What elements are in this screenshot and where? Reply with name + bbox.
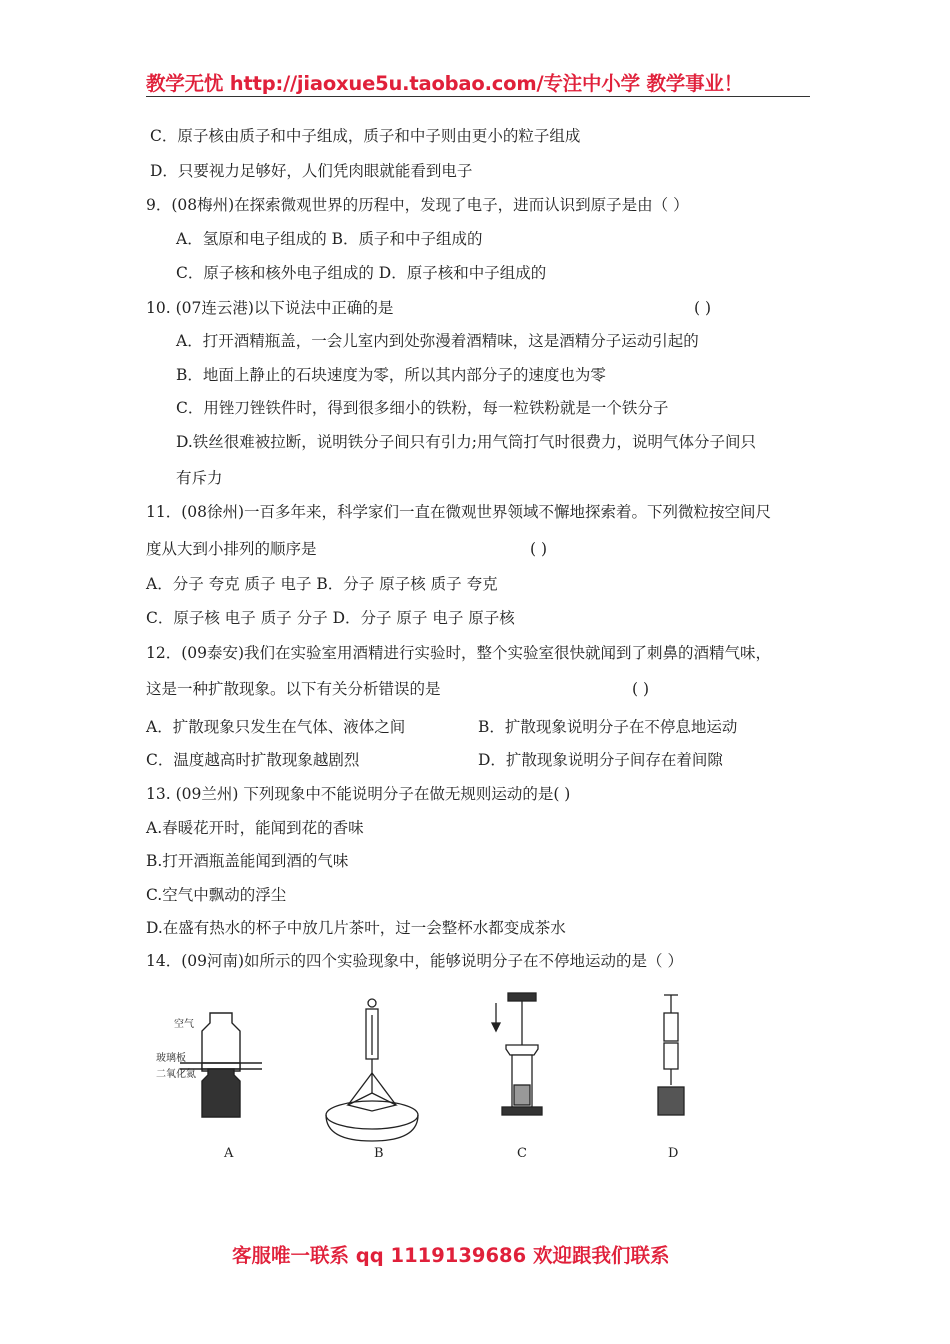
question-13: 13. (09兰州) 下列现象中不能说明分子在做无规则运动的是( ) [146,785,571,803]
question-11-answer-blank: ( ) [530,540,548,558]
option-8d: D．只要视力足够好，人们凭肉眼就能看到电子 [150,162,473,180]
question-10-option-b: B．地面上静止的石块速度为零，所以其内部分子的速度也为零 [176,366,606,384]
question-11-options-ab: A．分子 夸克 质子 电子 B．分子 原子核 质子 夸克 [146,575,498,593]
experiment-b [326,999,418,1141]
question-10-option-a: A．打开酒精瓶盖，一会儿室内到处弥漫着酒精味，这是酒精分子运动引起的 [176,332,699,350]
question-12-answer-blank: ( ) [632,680,650,698]
question-13-option-a: A.春暖花开时，能闻到花的香味 [146,819,364,837]
question-12-line2: 这是一种扩散现象。以下有关分析错误的是 [146,680,441,698]
experiment-c [492,993,542,1115]
question-11-options-cd: C．原子核 电子 质子 分子 D．分子 原子 电子 原子核 [146,609,515,627]
option-8c: C．原子核由质子和中子组成，质子和中子则由更小的粒子组成 [150,127,581,145]
question-11-line2: 度从大到小排列的顺序是 [146,540,317,558]
figure-label-a: A [224,1146,234,1161]
figure-label-d: D [668,1146,679,1161]
question-9: 9．(08梅州)在探索微观世界的历程中，发现了电子，进而认识到原子是由（ ） [146,196,689,214]
figure-label-b: B [374,1146,384,1161]
question-13-option-b: B.打开酒瓶盖能闻到酒的气味 [146,852,349,870]
question-11-line1: 11．(08徐州)一百多年来，科学家们一直在微观世界领域不懈地探索着。下列微粒按空间尺 [146,503,772,521]
question-12-option-c: C．温度越高时扩散现象越剧烈 [146,751,360,769]
label-nitrogen-dioxide: 二氧化氮 [156,1069,196,1080]
question-12-line1: 12．(09泰安)我们在实验室用酒精进行实验时，整个实验室很快就闻到了刺鼻的酒精气味， [146,644,772,662]
label-air: 空气 [174,1019,194,1030]
figure-label-c: C [517,1146,527,1161]
question-10-answer-blank: ( ) [694,299,712,317]
question-12-option-d: D．扩散现象说明分子间存在着间隙 [478,751,723,769]
label-glass-plate: 玻璃板 [156,1053,186,1064]
question-10-option-d-line2: 有斥力 [176,469,223,487]
experiment-d [658,995,684,1115]
question-12-option-a: A．扩散现象只发生在气体、液体之间 [146,718,406,736]
page-header: 教学无忧 http://jiaoxue5u.taobao.com/专注中小学 教学事业！ [146,72,743,95]
question-10-option-d-line1: D.铁丝很难被拉断，说明铁分子间只有引力;用气筒打气时很费力，说明气体分子间只 [176,433,757,451]
header-divider [146,96,810,97]
question-12-option-b: B．扩散现象说明分子在不停息地运动 [478,718,738,736]
page-footer: 客服唯一联系 qq 1119139686 欢迎跟我们联系 [232,1244,670,1267]
question-10: 10. (07连云港)以下说法中正确的是 [146,299,394,317]
question-9-options-cd: C．原子核和核外电子组成的 D．原子核和中子组成的 [176,264,547,282]
question-10-option-c: C．用锉刀锉铁件时，得到很多细小的铁粉，每一粒铁粉就是一个铁分子 [176,399,669,417]
question-13-option-d: D.在盛有热水的杯子中放几片茶叶，过一会整杯水都变成茶水 [146,919,566,937]
question-13-option-c: C.空气中飘动的浮尘 [146,886,287,904]
question-14: 14．(09河南)如所示的四个实验现象中，能够说明分子在不停地运动的是（ ） [146,952,683,970]
question-9-options-ab: A．氢原和电子组成的 B．质子和中子组成的 [176,230,483,248]
